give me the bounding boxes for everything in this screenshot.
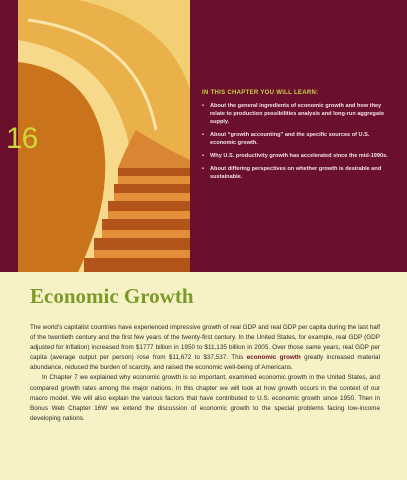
learning-objective-item: • About differing perspectives on whether growth is desirable and sustainable. [202,165,397,181]
chapter-title: Economic Growth [30,284,194,308]
intro-text: greatly increased material abundance, reduced the burden of scarcity, and raised the economic well-being of Americans. [30,354,380,372]
intro-text: The world’s capitalist countries have experienced impressive growth of real GDP and real GDP per capita during the last half of the twentieth century and the first few years of the twenty-first century. In the United States, for example, real GDP (GDP adjusted for inflation) increased from $1777 billion in 1950 to $11,135 billion in 2005. Over those same years, real GDP per capita (average output per person) rose from $11,672 to $37,537. This [30,324,380,362]
chapter-number: 16 [6,122,38,155]
staircase-photo [18,0,190,272]
learning-objective-item: • About “growth accounting” and the specific sources of U.S. economic growth. [202,131,397,147]
learning-objectives-list [202,102,397,181]
learning-objectives [202,90,397,186]
intro-paragraph-2: In Chapter 7 we explained why economic growth is so important, examined economic growth in the United States, and compared growth rates among the major nations. In this chapter we will look at how growth occurs in the context of our macro model. We will also explain the various factors that have contributed to U.S. economic growth since 1950. Then in Bonus Web Chapter 16W we extend the discussion of economic growth to the special problems facing low-income developing nations. [30,374,380,422]
chapter-intro [30,323,380,424]
key-term: economic growth [246,354,301,362]
learning-objectives-heading: IN THIS CHAPTER YOU WILL LEARN: [202,90,319,96]
learning-objective-item: • About the general ingredients of economic growth and how they relate to production possibilities analysis and long-run aggregate supply. [202,102,397,126]
intro-paragraph-1 [30,323,380,373]
learning-objective-item: • Why U.S. productivity growth has accelerated since the mid-1990s. [202,152,397,160]
